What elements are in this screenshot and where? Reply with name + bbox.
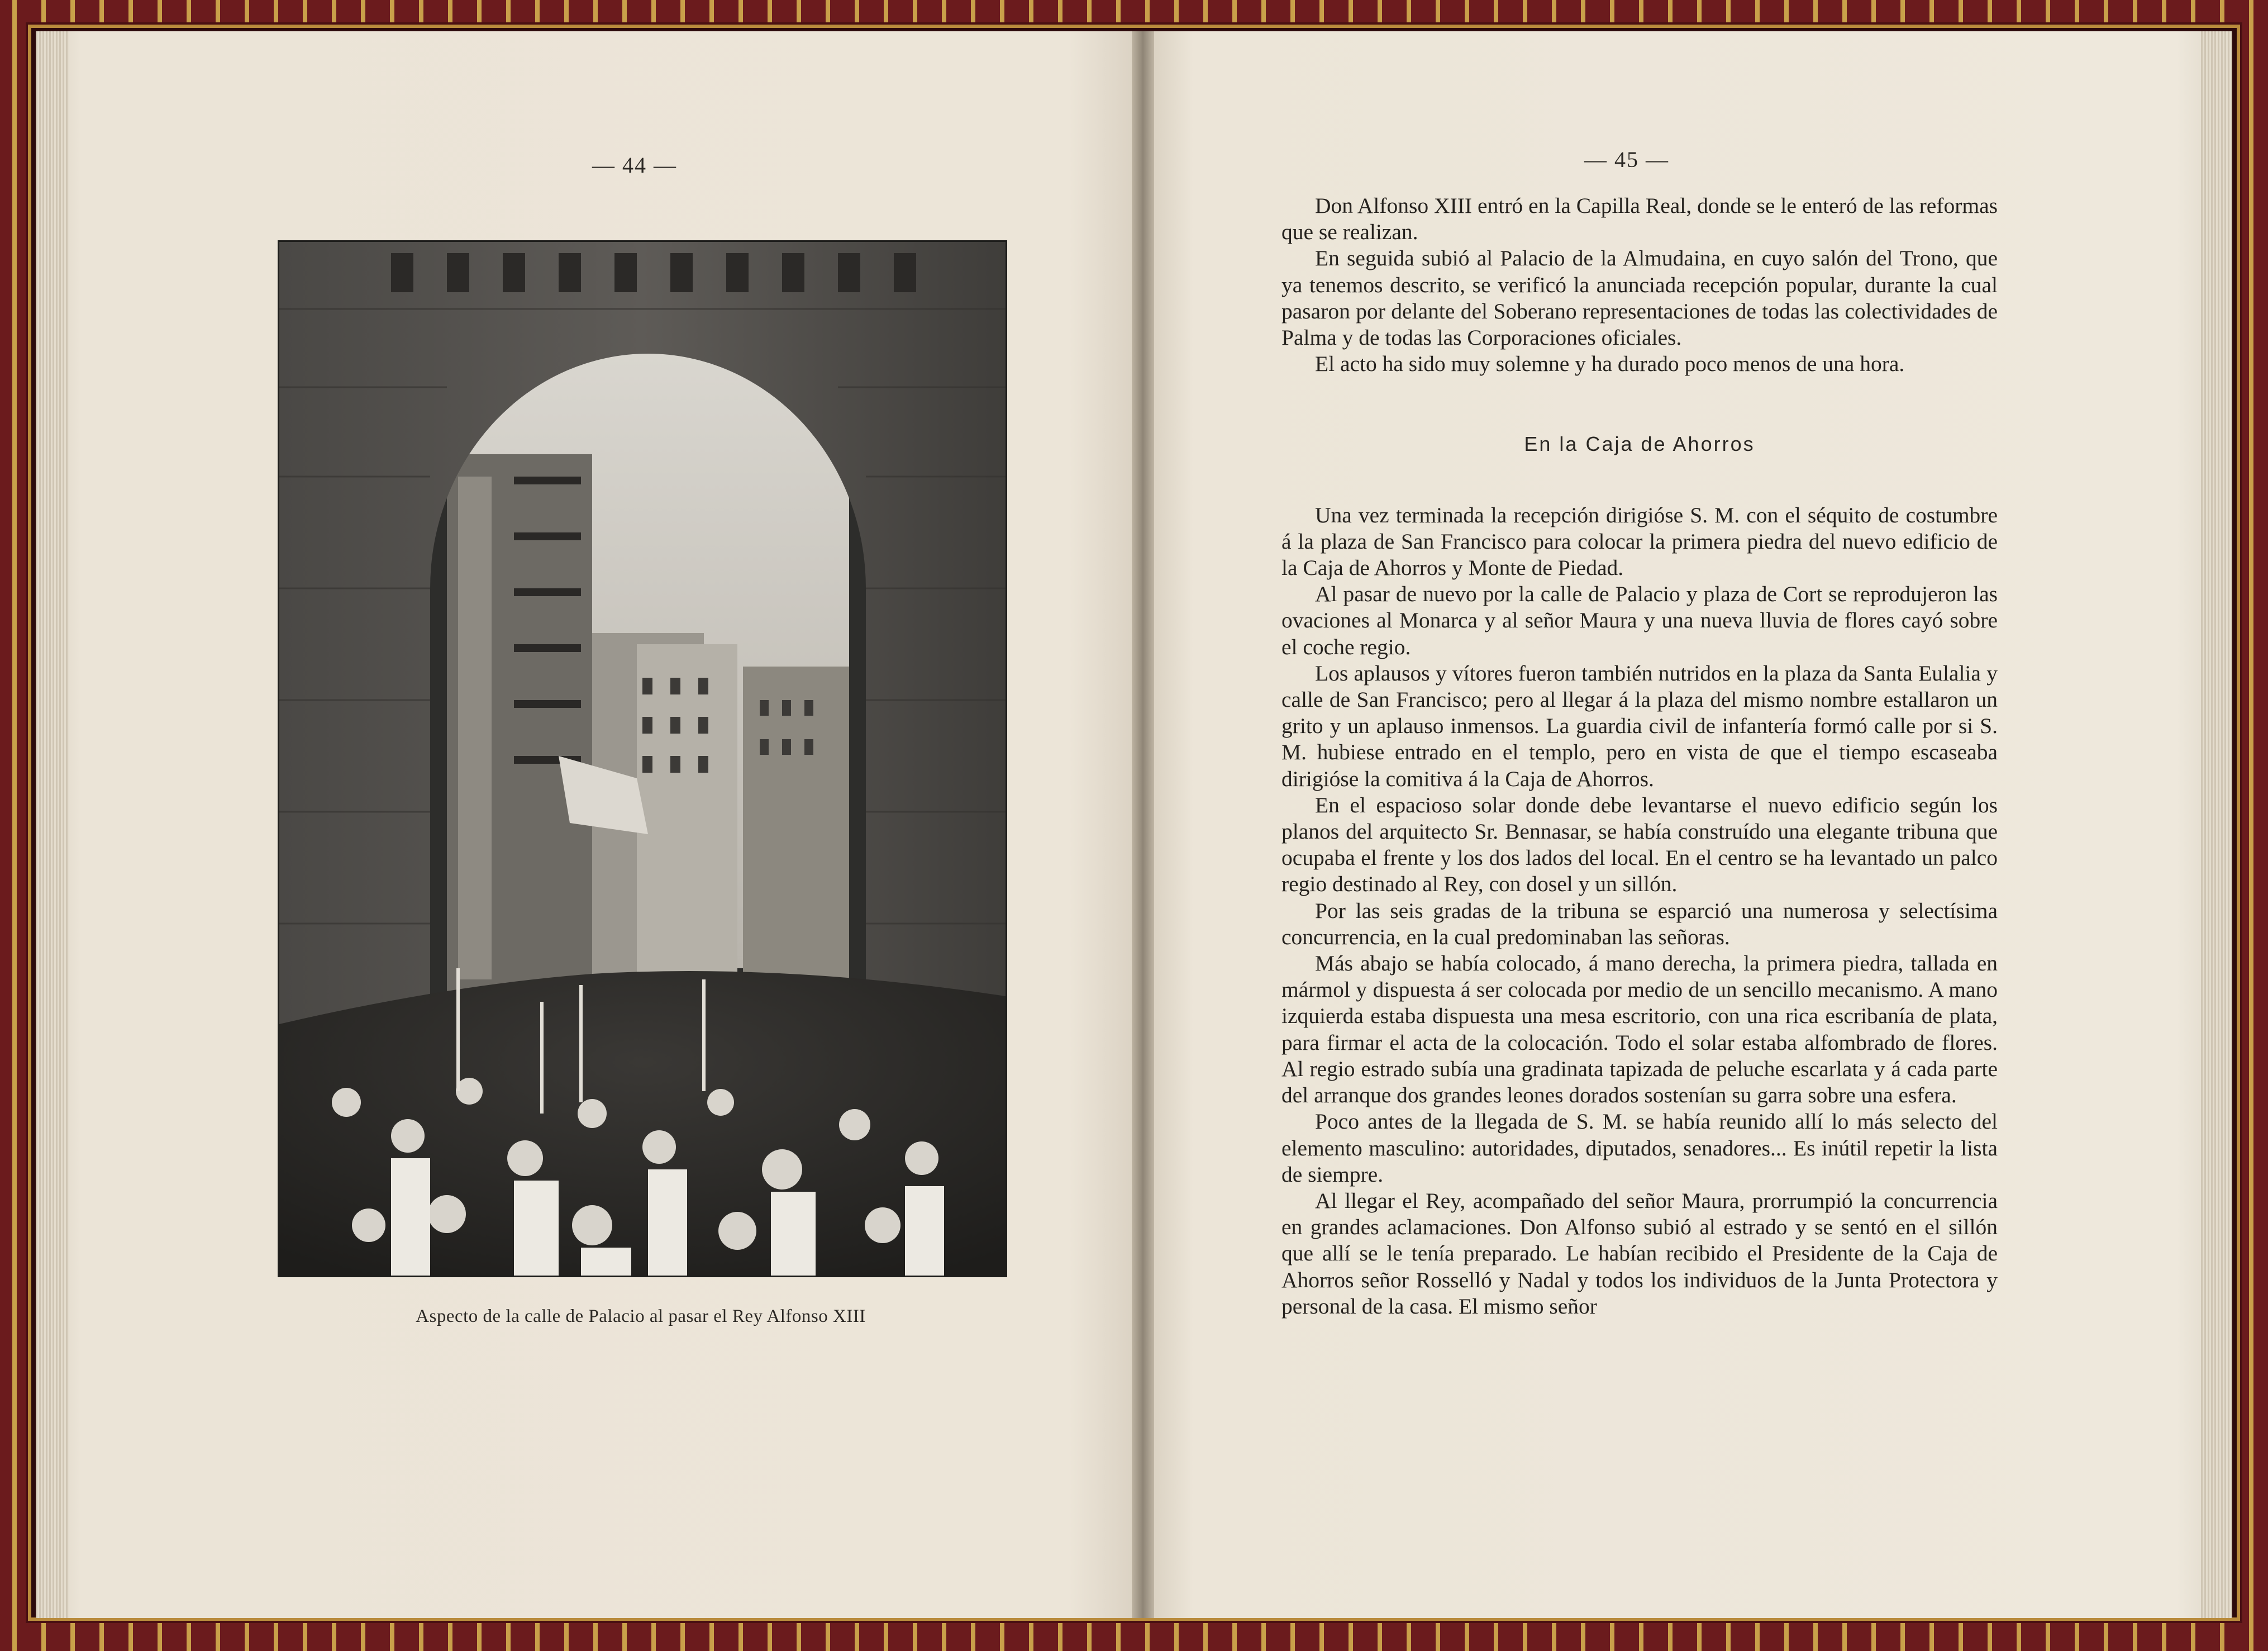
left-page-edges [36, 31, 69, 1618]
photo-caption: Aspecto de la calle de Palacio al pasar el Rey Alfonso XIII [416, 1306, 866, 1326]
right-page-edges [2201, 31, 2232, 1618]
paragraph: El acto ha sido muy solemne y ha durado poco menos de una hora. [1315, 351, 1905, 377]
paragraph: En el espacioso solar donde debe levantarse el nuevo edificio según los planos del arquitecto Sr. Bennasar, se había construído una elegante tribuna que ocupaba el frente y los dos lados del local. En el centro se ha levantado un palco regio destinado al Rey, con dosel y un sillón. [1281, 792, 1998, 897]
section-heading: En la Caja de Ahorros [1524, 432, 1755, 456]
paragraph: En seguida subió al Palacio de la Almudaina, en cuyo salón del Trono, que ya tenemos descrito, se verificó la anunciada recepción popular, durante la cual pasaron por delante del Soberano representaciones de todas las colectividades de Palma y de todas las Corporaciones oficiales. [1281, 246, 1998, 350]
street-photograph [278, 240, 1007, 1277]
paragraph: Al pasar de nuevo por la calle de Palacio y plaza de Cort se reprodujeron las ovaciones al Monarca y al señor Maura y una nueva lluvia de flores cayó sobre el coche regio. [1281, 582, 1998, 659]
paragraph: Más abajo se había colocado, á mano derecha, la primera piedra, tallada en mármol y dispuesta á ser colocada por medio de un sencillo mecanismo. A mano izquierda estaba dispuesta una mesa escritorio, con una rica escribanía de plata, para firmar el acta de la colocación. Todo el solar estaba alfombrado de flores. Al regio estrado subía una gradinata tapizada de peluche escarlata y á cada parte del arranque dos grandes leones dorados sostenían su garra sobre una esfera. [1281, 951, 1998, 1108]
paragraph: Por las seis gradas de la tribuna se esparció una numerosa y selectísima concurrencia, en la cual predominaban las señoras. [1281, 898, 1998, 949]
paragraph: Don Alfonso XIII entró en la Capilla Real, donde se le enteró de las reformas que se realizan. [1281, 193, 1998, 245]
paragraph: Poco antes de la llegada de S. M. se había reunido allí lo más selecto del elemento masculino: autoridades, diputados, senadores... Es inútil repetir la lista de siempre. [1281, 1109, 1998, 1187]
article-text [1281, 193, 1998, 1320]
paragraph: Los aplausos y vítores fueron también nutridos en la plaza da Santa Eulalia y calle de San Francisco; pero al llegar á la plaza del mismo nombre estallaron un grito y un aplauso inmensos. La guardia civil de infantería formó calle por si S. M. hubiese entrado en el templo, pero en vista de que el tiempo escaseaba dirigióse la comitiva á la Caja de Ahorros. [1281, 660, 1998, 791]
page-number-right: — 45 — [1584, 147, 1669, 172]
page-number-left: — 44 — [592, 153, 677, 178]
book-gutter [1132, 31, 1154, 1618]
paragraph: Una vez terminada la recepción dirigióse S. M. con el séquito de costumbre á la plaza de San Francisco para colocar la primera piedra del nuevo edificio de la Caja de Ahorros y Monte de Piedad. [1281, 502, 1998, 581]
paragraph: Al llegar el Rey, acompañado del señor Maura, prorrumpió la concurrencia en grandes aclamaciones. Don Alfonso subió al estrado y se sentó en el sillón que allí se le tenía preparado. Le habían recibido el Presidente de la Caja de Ahorros señor Rosselló y Nadal y todos los individuos de la Junta Protectora y personal de la casa. El mismo señor [1281, 1188, 1998, 1319]
